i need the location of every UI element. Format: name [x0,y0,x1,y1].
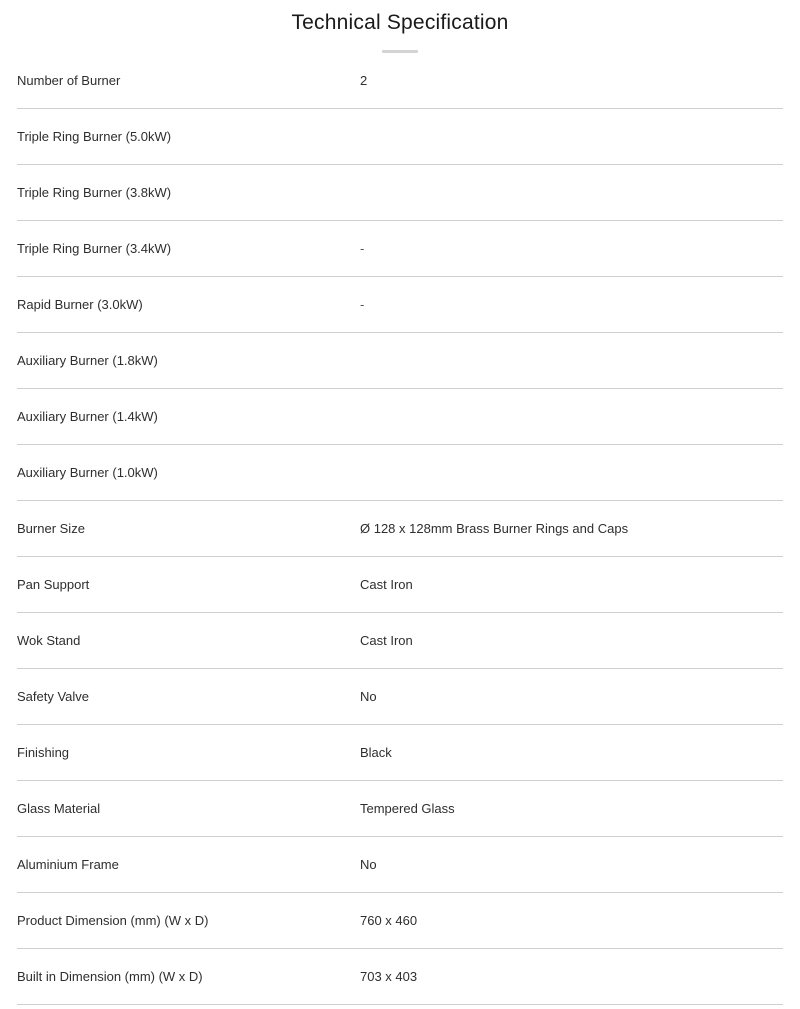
spec-label: Glass Material [17,801,101,816]
spec-value: Black [360,745,392,760]
table-row [17,389,783,445]
spec-value: Tempered Glass [360,801,455,816]
spec-label: Aluminium Frame [17,857,119,872]
table-row [17,781,783,837]
table-row [17,669,783,725]
table-row [17,837,783,893]
spec-label: Finishing [17,745,70,760]
table-row [17,949,783,1005]
spec-table [17,53,783,1005]
spec-value: - [360,297,365,312]
spec-value: 760 x 460 [360,913,418,928]
spec-label: Product Dimension (mm) (W x D) [17,913,209,928]
table-row [17,53,783,109]
spec-value: 703 x 403 [360,969,418,984]
table-row [17,165,783,221]
spec-label: Pan Support [17,577,90,592]
spec-value: Cast Iron [360,633,413,648]
page-title: Technical Specification [291,11,509,34]
spec-label: Triple Ring Burner (3.8kW) [17,185,172,200]
spec-value: 2 [360,73,368,88]
spec-label: Number of Burner [17,73,121,88]
spec-label: Triple Ring Burner (5.0kW) [17,129,172,144]
table-row [17,613,783,669]
table-row [17,221,783,277]
spec-value: - [360,241,365,256]
spec-label: Safety Valve [17,689,90,704]
table-row [17,333,783,389]
table-row [17,277,783,333]
table-row [17,725,783,781]
spec-label: Auxiliary Burner (1.4kW) [17,409,158,424]
spec-value: Ø 128 x 128mm Brass Burner Rings and Caps [360,521,629,536]
table-row [17,893,783,949]
spec-label: Rapid Burner (3.0kW) [17,297,143,312]
table-row [17,109,783,165]
table-row [17,557,783,613]
spec-label: Auxiliary Burner (1.0kW) [17,465,158,480]
table-row [17,501,783,557]
spec-label: Built in Dimension (mm) (W x D) [17,969,203,984]
spec-value: Cast Iron [360,577,413,592]
table-row [17,445,783,501]
spec-label: Triple Ring Burner (3.4kW) [17,241,172,256]
spec-value: No [360,689,377,704]
spec-label: Auxiliary Burner (1.8kW) [17,353,158,368]
spec-value: No [360,857,377,872]
spec-label: Burner Size [17,521,85,536]
spec-label: Wok Stand [17,633,81,648]
